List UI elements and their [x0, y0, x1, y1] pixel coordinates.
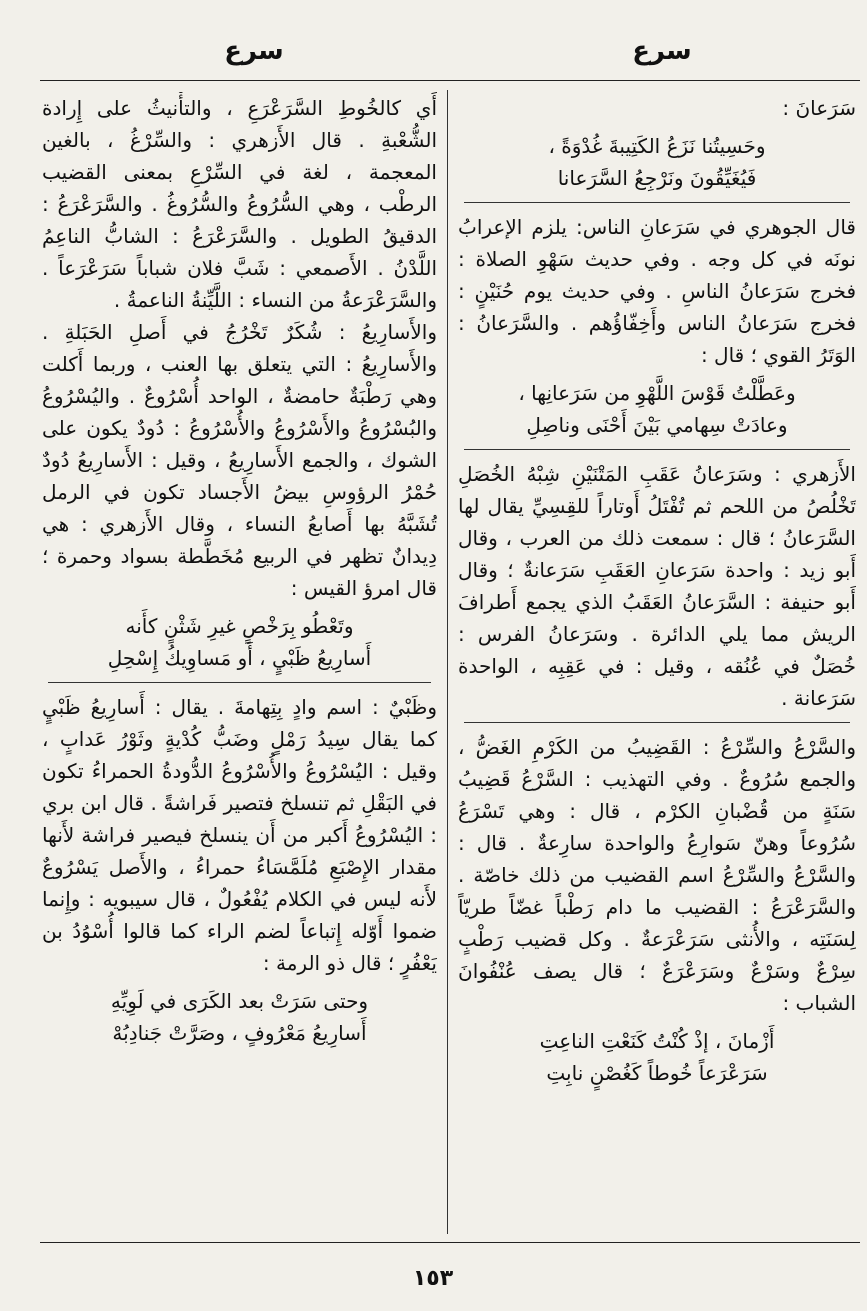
poem-line: أَسارِيعُ مَعْرُوفٍ ، وصَرَّتْ جَنادِبُهْ — [112, 1021, 367, 1045]
paragraph: والسَّرْعُ والسِّرْعُ : القَضِيبُ من الكَرْمِ الغَضُّ ، والجمع سُرُوعٌ . وفي التهذيب : السَّرْعُ قَضِيبُ سَنَةٍ من قُضْبانِ الكرْم ، قال : وهي تَسْرَعُ سُرُوعاً وهنّ سَوارِعُ والواحدة سارِعةٌ . قال : والسَّرْعُ والسِّرْعُ اسم القضيب من ذلك خاصّة . والسَّرَعْرَعُ : القضيب ما دام رَطْباً غضّاً طريّاً لِسَنَتِه ، والأُنثى سَرَعْرَعةٌ . وكل قضيب رَطْبٍ سِرْعٌ وسَرْعٌ وسَرَعْرَعٌ ؛ قال يصف عُنْفُوانَ الشباب : — [458, 735, 856, 1015]
entry-head: سَرَعانَ : — [782, 96, 856, 120]
poem-line: وحتى سَرَتْ بعد الكَرَى في لَوِيِّهِ — [110, 989, 369, 1013]
poem — [458, 1025, 856, 1089]
poem-line: وعادَتْ سِهامي بَيْنَ أَحْنَى وناصِلِ — [526, 413, 788, 437]
poem — [458, 130, 856, 194]
poem-line: فَيُغَيِّقُونَ ونَرْجِعُ السَّرَعانا — [557, 166, 757, 190]
poem — [42, 610, 437, 674]
poem-line: أَزْمانَ ، إذْ كُنْتُ كَنَعْتِ الناعِتِ — [539, 1029, 775, 1053]
poem-line: سَرَعْرَعاً خُوطاً كَغُصْنٍ نابِتِ — [546, 1061, 768, 1085]
section-separator — [464, 722, 850, 723]
paragraph: قال الجوهري في سَرَعانِ الناس: يلزم الإعرابُ نونَه في كل وجه . وفي حديث سَهْوِ الصلاة : فخرج سَرَعانُ الناسِ . وفي حديث يوم حُنَيْنٍ : فخرج سَرَعانُ الناس وأَخِفّاؤُهم . والسَّرَعانُ : الوَتَرُ القوي ؛ قال : — [458, 215, 856, 367]
section-separator — [464, 449, 850, 450]
right-header-word: سرع — [632, 36, 692, 66]
left-column — [42, 92, 437, 1237]
section-separator — [48, 682, 431, 683]
section-separator — [464, 202, 850, 203]
paragraph: والأَسارِيعُ : شُكَرٌ تَخْرُجُ في أَصلِ الحَبَلةِ . والأَسارِيعُ : التي يتعلق بها العنب ، وربما أَكلت وهي رَطْبَةٌ حامضةٌ ، الواحد أُسْرُوعٌ . واليُسْرُوعُ والبُسْرُوعُ والأَسْرُوعُ والأُسْرُوعُ : دُودٌ يكون على الشوك ، والجمع الأَسارِيعُ ، وقيل : الأَسارِيعُ دُودٌ حُمْرُ الرؤوسِ بيضُ الأَجساد تكون في الرمل تُشَبَّهُ بها أَصابعُ النساء ، وقال الأَزهري : هي دِيدانٌ تظهر في الربيع مُخَطَّطة بسواد وحمرة ؛ قال امرؤ القيس : — [42, 320, 437, 600]
paragraph: أَي كالخُوطِ السَّرَعْرَعِ ، والتأْنيثُ على إِرادة الشُّعْبةِ . قال الأَزهري : والسِّرْغُ ، بالغين المعجمة ، لغة في السِّرْعِ بمعنى القضيب الرطْب ، وهي السُّرُوعُ والسُّرُوغُ . والسَّرَعْرَعُ : الدقيقُ الطويل . والسَّرَعْرَعُ : الشابُّ الناعِمُ اللَّدْنُ . الأَصمعي : شَبَّ فلان شباباً سَرَعْرَعاً . والسَّرَعْرَعةُ من النساء : اللَّيِّنةُ الناعمةُ . — [42, 96, 437, 312]
poem-line: أَسارِيعُ ظَبْيٍ ، أَو مَساوِيكُ إِسْحِلِ — [107, 646, 372, 670]
poem-line: وعَطَّلْتُ قَوْسَ اللَّهْوِ من سَرَعانِها ، — [518, 381, 796, 405]
left-header-word: سرع — [224, 36, 284, 66]
top-rule — [40, 80, 860, 81]
page-number: ١٥٣ — [412, 1266, 454, 1291]
poem — [458, 377, 856, 441]
poem-line: وتَعْطُو بِرَخْصٍ غيرِ شَثْنٍ كأَنه — [125, 614, 354, 638]
poem — [42, 985, 437, 1049]
bottom-rule — [40, 1242, 860, 1243]
paragraph: الأَزهري : وسَرَعانُ عَقَبِ المَتْنَيْنِ شِبْهُ الخُصَلِ تَخْلُصُ من اللحم ثم تُفْتَلُ أَوتاراً للقِسِيِّ يقال لها السَّرَعانُ ؛ قال : سمعت ذلك من العرب ، وقال أَبو زيد : واحدة سَرَعانِ العَقَبِ سَرَعانةٌ ؛ وقال أَبو حنيفة : السَّرَعانُ العَقَبُ الذي يجمع أَطرافَ الريش مما يلي الدائرة . وسَرَعانُ الفرس : خُصَلٌ في عُنُقه ، وقيل : في عَقِبِه ، الواحدة سَرَعانة . — [458, 462, 856, 710]
right-column — [458, 92, 856, 1237]
paragraph: وظَبْيٌ : اسم وادٍ بِتِهامةَ . يقال : أَسارِيعُ ظَبْيٍ كما يقال سِيدُ رَمْلٍ وضَبُّ كُدْيةٍ وثَوْرُ عَدابٍ ، وقيل : اليُسْرُوعُ والأُسْرُوعُ الدُّودةُ الحمراءُ تكون في البَقْلِ ثم تنسلخ فتصير فَراشةً . قال ابن بري : اليُسْرُوعُ أَكبر من أَن ينسلخ فيصير فراشة لأَنها مقدار الإِصْبَعِ مُلَمَّسَاءُ حمراءُ ، والأَصل يَسْرُوعٌ لأَنه ليس في الكلام يُفْعُولٌ ، قال سيبويه : وإِنما ضموا أَوّله إِتباعاً لضم الراء كما قالوا أُسْوُدُ بن يَعْفُرٍ ؛ قال ذو الرمة : — [42, 695, 437, 975]
column-divider — [447, 90, 448, 1234]
poem-line: وحَسِيتُنا نَزَعُ الكَتِيبةَ غُدْوَةً ، — [548, 134, 766, 158]
